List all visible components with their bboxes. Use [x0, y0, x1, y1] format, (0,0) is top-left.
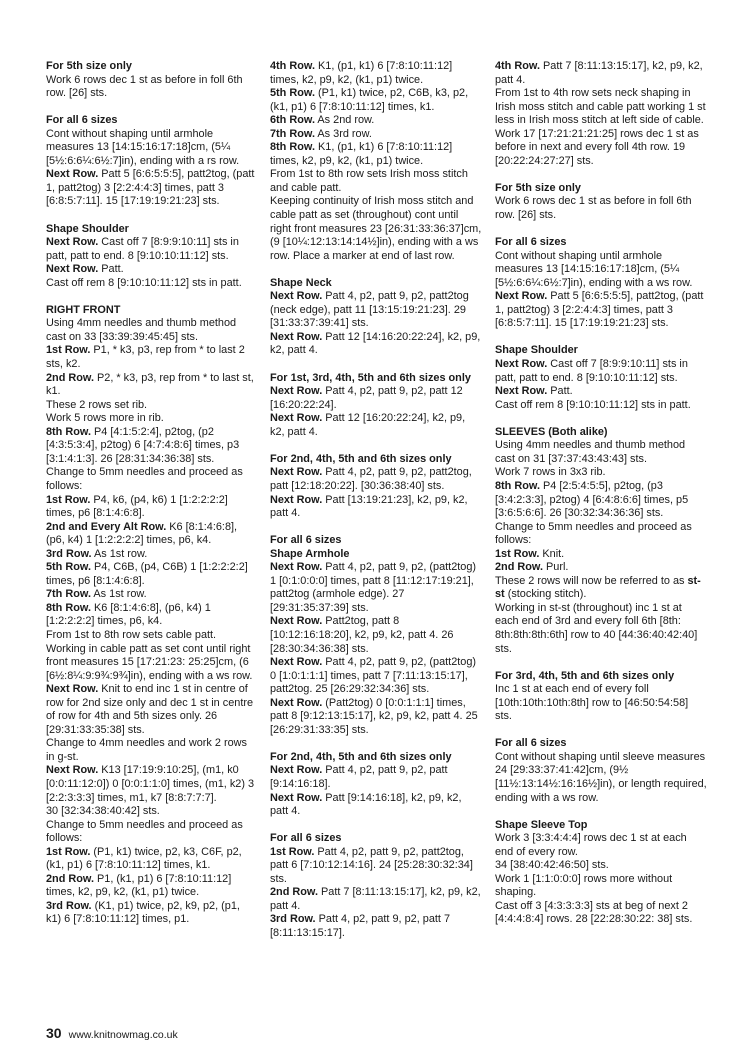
row-text: Cast off 7 [8:9:9:10:11] sts in patt, patt to end. 8 [9:10:10:11:12] sts.	[46, 236, 239, 262]
block	[270, 277, 482, 358]
instruction-line	[46, 846, 258, 873]
row-text: Using 4mm needles and thumb method cast on 33 [33:39:39:45:45] sts.	[46, 317, 237, 343]
instruction-line	[270, 385, 482, 412]
instruction-line	[46, 263, 258, 277]
instruction-line	[46, 602, 258, 629]
block	[270, 751, 482, 819]
row-label: 1st Row.	[270, 845, 315, 858]
row-label: Next Row.	[495, 290, 548, 303]
instruction-line	[495, 466, 707, 480]
page-number: 30	[46, 1025, 62, 1041]
instruction-line	[270, 792, 482, 819]
row-text: Knit to end inc 1 st in centre of row for 2nd size only and dec 1 st in centre of row for 4th and 5th sizes only. 26 [29:31:33:35:38] sts.	[46, 683, 254, 736]
instruction-line	[495, 548, 707, 562]
block	[495, 182, 707, 223]
term: st-st	[495, 574, 701, 601]
instruction-line	[46, 561, 258, 588]
column-1	[46, 60, 258, 941]
instruction-line	[495, 900, 707, 927]
row-label: 4th Row.	[270, 60, 315, 72]
instruction-line	[46, 494, 258, 521]
row-label: Next Row.	[46, 263, 99, 276]
row-text: 30 [32:34:38:40:42] sts.	[46, 805, 160, 818]
section-heading: For all 6 sizes	[495, 737, 567, 750]
row-text: As 1st row.	[90, 588, 147, 601]
instruction-line	[495, 439, 707, 466]
row-text: Change to 4mm needles and work 2 rows in g-st.	[46, 737, 247, 763]
instruction-line	[46, 412, 258, 426]
block	[270, 534, 482, 737]
row-text: P4 [2:5:4:5:5], p2tog, (p3 [3:4:2:3:3], p2tog) 4 [6:4:8:6:6] times, p5 [3:6:5:6:6]. 26 [30:32:34:36:36] sts.	[495, 479, 689, 520]
row-text: P4, C6B, (p4, C6B) 1 [1:2:2:2:2] times, p6 [8:1:4:6:8].	[46, 561, 248, 587]
instruction-line	[46, 873, 258, 900]
instruction-line	[46, 819, 258, 846]
row-label: Next Row.	[270, 615, 323, 628]
row-label: 2nd and Every Alt Row.	[46, 520, 167, 533]
row-text: P1, (k1, p1) 6 [7:8:10:11:12] times, k2, p9, k2, (k1, p1) twice.	[46, 872, 232, 899]
row-label: 2nd Row.	[46, 371, 94, 384]
row-text: Patt2tog, patt 8 [10:12:16:18:20], k2, p9, k2, patt 4. 26 [28:30:34:36:38] sts.	[270, 615, 454, 655]
column-3	[495, 60, 707, 941]
row-label: Next Row.	[46, 168, 99, 181]
row-text: Patt 4, p2, patt 9, p2, patt2tog, patt [12:18:20:22]. [30:36:38:40] sts.	[270, 466, 472, 492]
instruction-line	[495, 358, 707, 385]
row-label: Next Row.	[495, 385, 548, 398]
block	[495, 236, 707, 331]
row-label: 2nd Row.	[270, 886, 318, 899]
instruction-line	[270, 561, 482, 615]
instruction-line	[46, 372, 258, 399]
instruction-line	[270, 656, 482, 697]
block	[495, 737, 707, 805]
row-label: 3rd Row.	[46, 547, 92, 560]
instruction-line	[495, 250, 707, 291]
block	[46, 223, 258, 291]
instruction-line	[46, 426, 258, 467]
row-text: Patt 4, p2, patt 9, p2, patt2tog (neck edge), patt 11 [13:15:19:21:23]. 29 [31:33:37:39:41] sts.	[270, 290, 469, 330]
block	[270, 832, 482, 940]
instruction-line	[495, 602, 707, 656]
row-label: Next Row.	[46, 236, 99, 249]
instruction-line	[495, 128, 707, 169]
row-text: P2, * k3, p3, rep from * to last st, k1.	[46, 371, 254, 398]
row-label: 5th Row.	[46, 561, 91, 574]
row-text: Patt 4, p2, patt 9, p2, patt [9:14:16:18].	[270, 764, 448, 790]
row-label: 2nd Row.	[495, 561, 543, 574]
row-text: Purl.	[543, 561, 569, 574]
section-heading: For all 6 sizes	[495, 236, 567, 249]
row-text: Patt 4, p2, patt 9, p2, patt2tog, patt 6 [7:10:12:14:16]. 24 [25:28:30:32:34] sts.	[270, 845, 473, 885]
row-label: 2nd Row.	[46, 872, 94, 885]
row-text: Patt 7 [8:11:13:15:17], k2, p9, k2, patt 4.	[270, 886, 481, 912]
instruction-line	[270, 168, 482, 195]
instruction-line	[270, 764, 482, 791]
instruction-line	[270, 60, 482, 87]
row-text: Work 1 [1:1:0:0:0] rows more without shaping.	[495, 872, 673, 899]
row-text: Patt [13:19:21:23], k2, p9, k2, patt 4.	[270, 493, 468, 520]
instruction-line	[46, 764, 258, 805]
block	[495, 670, 707, 724]
row-text: (Patt2tog) 0 [0:0:1:1:1] times, patt 8 [9:12:13:15:17], k2, p9, k2, patt 4. 25 [26:29:31:33:35] sts.	[270, 696, 478, 736]
instruction-line	[495, 575, 707, 602]
row-label: Next Row.	[270, 290, 323, 303]
row-text: Patt.	[98, 263, 124, 276]
section-heading: RIGHT FRONT	[46, 303, 121, 316]
row-label: 3rd Row.	[46, 899, 92, 912]
instruction-line	[495, 683, 707, 724]
column-2	[270, 60, 482, 954]
row-text: Work 3 [3:3:4:4:4] rows dec 1 st at each end of every row.	[495, 832, 687, 858]
instruction-line	[270, 886, 482, 913]
row-text: Change to 5mm needles and proceed as follows:	[495, 520, 692, 547]
row-text: (P1, k1) twice, p2, C6B, k3, p2, (k1, p1) 6 [7:8:10:11:12] times, k1.	[270, 87, 469, 113]
instruction-line	[270, 697, 482, 738]
row-text: Cast off 3 [4:3:3:3:3] sts at beg of next 2 [4:4:4:8:4] rows. 28 [22:28:30:22: 38] sts.	[495, 899, 693, 926]
instruction-line	[270, 846, 482, 887]
row-text: (stocking stitch).	[504, 588, 587, 601]
instruction-line	[46, 548, 258, 562]
instruction-line	[270, 615, 482, 656]
row-label: Next Row.	[270, 656, 323, 669]
row-label: Next Row.	[270, 412, 323, 425]
row-text: Patt 4, p2, patt 9, p2, (patt2tog) 0 [1:0:1:1:1] times, patt 7 [7:11:13:15:17], patt2tog. 25 [26:29:32:34:36] sts.	[270, 656, 477, 696]
row-text: Patt 4, p2, patt 9, p2, patt 7 [8:11:13:15:17].	[270, 913, 451, 939]
block	[46, 60, 258, 101]
row-text: (K1, p1) twice, p2, k9, p2, (p1, k1) 6 [7:8:10:11:12] times, p1.	[46, 899, 240, 926]
instruction-line	[270, 87, 482, 114]
row-text: As 2nd row.	[314, 114, 375, 127]
row-text: Patt 12 [16:20:22:24], k2, p9, k2, patt 4.	[270, 412, 466, 438]
instruction-line	[46, 344, 258, 371]
row-label: Next Row.	[270, 330, 323, 343]
instruction-line	[270, 114, 482, 128]
row-label: 7th Row.	[270, 127, 315, 140]
instruction-line	[495, 195, 707, 222]
row-text: K1, (p1, k1) 6 [7:8:10:11:12] times, k2, p9, k2, (k1, p1) twice.	[270, 60, 453, 86]
instruction-line	[495, 385, 707, 399]
instruction-line	[46, 466, 258, 493]
row-label: Next Row.	[270, 791, 323, 804]
section-heading: For all 6 sizes	[270, 832, 342, 845]
row-label: Next Row.	[270, 764, 323, 777]
instruction-line	[46, 277, 258, 291]
row-label: 3rd Row.	[270, 913, 316, 926]
section-heading: For 2nd, 4th, 5th and 6th sizes only	[270, 750, 452, 763]
row-label: 8th Row.	[495, 479, 540, 492]
row-label: 1st Row.	[46, 845, 91, 858]
instruction-line	[46, 236, 258, 263]
block	[270, 372, 482, 440]
section-heading: SLEEVES (Both alike)	[495, 425, 608, 438]
section-heading: Shape Sleeve Top	[495, 818, 588, 831]
row-text: Working in cable patt as set cont until right front measures 15 [17:21:23: 25:25]cm, (6 [6½:8¼:9:9¾:9¾]in), ending with a ws row.	[46, 642, 253, 682]
row-label: 1st Row.	[46, 493, 91, 506]
row-label: 7th Row.	[46, 588, 91, 601]
website-url[interactable]: www.knitnowmag.co.uk	[68, 1029, 178, 1041]
block	[46, 114, 258, 209]
instruction-line	[46, 737, 258, 764]
row-text: Work 17 [17:21:21:21:25] rows dec 1 st as before in next and every foll 4th row. 19 [20:22:24:27:27] sts.	[495, 127, 699, 167]
instruction-line	[46, 629, 258, 643]
row-text: Cont without shaping until sleeve measures 24 [29:33:37:41:42]cm, (9½ [11½:13:14½:16:16½]in), or length required, ending with a ws row.	[495, 750, 707, 804]
instruction-line	[495, 832, 707, 859]
row-text: (P1, k1) twice, p2, k3, C6F, p2, (k1, p1) 6 [7:8:10:11:12] times, k1.	[46, 845, 242, 872]
instruction-line	[46, 805, 258, 819]
row-label: Next Row.	[270, 696, 323, 709]
row-text: Patt 4, p2, patt 9, p2, patt 12 [16:20:22:24].	[270, 385, 463, 411]
section-heading: For 1st, 3rd, 4th, 5th and 6th sizes only	[270, 371, 471, 384]
row-text: Patt 5 [6:6:5:5:5], patt2tog, (patt 1, patt2tog) 3 [2:2:4:4:3] times, patt 3 [6:8:5:7:11]. 15 [17:19:19:21:23] sts.	[46, 168, 255, 208]
row-label: Next Row.	[270, 385, 323, 398]
instruction-line	[495, 480, 707, 521]
row-text: P4, k6, (p4, k6) 1 [1:2:2:2:2] times, p6 [8:1:4:6:8].	[46, 493, 228, 520]
row-label: 1st Row.	[46, 344, 91, 357]
instruction-line	[495, 60, 707, 87]
instruction-line	[46, 643, 258, 684]
row-text: These 2 rows set rib.	[46, 398, 148, 411]
row-text: As 1st row.	[91, 547, 148, 560]
row-label: Next Row.	[495, 358, 548, 371]
block	[270, 60, 482, 263]
page-footer	[46, 1027, 178, 1043]
instruction-line	[46, 317, 258, 344]
row-label: 8th Row.	[46, 425, 91, 438]
row-text: K6 [8:1:4:6:8], (p6, k4) 1 [1:2:2:2:2] times, p6, k4.	[46, 520, 238, 547]
instruction-line	[495, 561, 707, 575]
row-text: Keeping continuity of Irish moss stitch and cable patt as set (throughout) cont until right front measures 23 [26:31:33:36:37]cm, (9 [10¼:12:13:14:14½]in), ending with a ws row. Place a marker at end of last row.	[270, 195, 482, 262]
row-label: 4th Row.	[495, 60, 540, 72]
section-heading: For 5th size only	[46, 60, 132, 72]
row-text: K1, (p1, k1) 6 [7:8:10:11:12] times, k2, p9, k2, (k1, p1) twice.	[270, 141, 453, 167]
instruction-line	[270, 128, 482, 142]
instruction-line	[270, 412, 482, 439]
row-text: K13 [17:19:9:10:25], (m1, k0 [0:0:11:12:0]) 0 [0:0:1:1:0] times, (m1, k2) 3 [2:2:3:3:3] times, m1, k7 [8:8:7:7:7].	[46, 764, 255, 804]
instruction-line	[46, 128, 258, 169]
row-text: From 1st to 8th row sets cable patt.	[46, 628, 217, 641]
row-text: P4 [4:1:5:2:4], p2tog, (p2 [4:3:5:3:4], p2tog) 6 [4:7:4:8:6] times, p3 [3:1:4:1:3]. 26 [28:31:34:36:38] sts.	[46, 425, 240, 465]
row-text: 34 [38:40:42:46:50] sts.	[495, 859, 609, 872]
instruction-line	[495, 399, 707, 413]
row-label: 8th Row.	[46, 601, 91, 614]
row-text: Change to 5mm needles and proceed as follows:	[46, 818, 243, 845]
block	[495, 819, 707, 927]
instruction-line	[270, 195, 482, 263]
row-text: From 1st to 4th row sets neck shaping in Irish moss stitch and cable patt working 1 st less in Irish moss stitch at left side of cable.	[495, 87, 706, 127]
row-text: Work 6 rows dec 1 st as before in foll 6th row. [26] sts.	[46, 73, 243, 100]
row-text: K6 [8:1:4:6:8], (p6, k4) 1 [1:2:2:2:2] times, p6, k4.	[46, 601, 211, 628]
row-text: As 3rd row.	[314, 127, 372, 140]
row-text: P1, * k3, p3, rep from * to last 2 sts, k2.	[46, 344, 245, 371]
row-text: Working in st-st (throughout) inc 1 st at each end of 3rd and every foll 6th [8th: 8th:8th:8th:6th] row to 40 [44:36:40:42:40] sts.	[495, 601, 698, 655]
row-text: Cast off rem 8 [9:10:10:11:12] sts in patt.	[495, 398, 691, 411]
row-text: Patt 5 [6:6:5:5:5], patt2tog, (patt 1, patt2tog) 3 [2:2:4:4:3] times, patt 3 [6:8:5:7:11]. 15 [17:19:19:21:23] sts.	[495, 290, 704, 330]
instruction-line	[46, 588, 258, 602]
instruction-line	[495, 521, 707, 548]
row-label: Next Row.	[46, 764, 99, 777]
row-text: Work 7 rows in 3x3 rib.	[495, 466, 606, 479]
instruction-line	[270, 141, 482, 168]
section-heading: For 3rd, 4th, 5th and 6th sizes only	[495, 669, 675, 682]
instruction-line	[495, 290, 707, 331]
row-text: Using 4mm needles and thumb method cast on 31 [37:37:43:43:43] sts.	[495, 439, 686, 465]
instruction-line	[46, 521, 258, 548]
row-label: 5th Row.	[270, 87, 315, 100]
instruction-line	[270, 290, 482, 331]
row-text: Cont without shaping until armhole measures 13 [14:15:16:17:18]cm, (5¼ [5½:6:6¼:6½:7]in), ending with a rs row.	[46, 127, 240, 167]
block	[495, 344, 707, 412]
row-label: Next Row.	[270, 466, 323, 479]
instruction-line	[270, 913, 482, 940]
section-heading: For all 6 sizes	[46, 114, 118, 127]
row-text: Change to 5mm needles and proceed as follows:	[46, 466, 243, 492]
row-text: Cast off 7 [8:9:9:10:11] sts in patt, patt to end. 8 [9:10:10:11:12] sts.	[495, 358, 688, 384]
instruction-line	[270, 494, 482, 521]
row-text: Patt 7 [8:11:13:15:17], k2, p9, k2, patt 4.	[495, 60, 703, 86]
row-text: Cont without shaping until armhole measures 13 [14:15:16:17:18]cm, (5¼ [5½:6:6¼:6½:7]in), ending with a ws row.	[495, 249, 693, 289]
row-label: Next Row.	[270, 561, 323, 574]
instruction-line	[46, 168, 258, 209]
instruction-line	[270, 466, 482, 493]
section-subheading: Shape Armhole	[270, 547, 350, 560]
row-text: Patt 12 [14:16:20:22:24], k2, p9, k2, patt 4.	[270, 330, 481, 357]
row-label: 1st Row.	[495, 547, 540, 560]
row-label: 8th Row.	[270, 141, 315, 154]
instruction-line	[495, 751, 707, 805]
row-label: 6th Row.	[270, 114, 315, 127]
section-heading: For 5th size only	[495, 181, 581, 194]
section-heading: For all 6 sizes	[270, 534, 342, 547]
instruction-line	[46, 74, 258, 101]
instruction-line	[46, 399, 258, 413]
row-label: Next Row.	[270, 493, 323, 506]
block	[46, 304, 258, 927]
instruction-line	[270, 331, 482, 358]
row-label: Next Row.	[46, 683, 99, 696]
instruction-line	[46, 900, 258, 927]
row-text: Work 6 rows dec 1 st as before in foll 6th row. [26] sts.	[495, 195, 692, 222]
block	[495, 60, 707, 168]
row-text: Work 5 rows more in rib.	[46, 412, 164, 425]
row-text: Patt.	[547, 385, 573, 398]
row-text: Patt [9:14:16:18], k2, p9, k2, patt 4.	[270, 791, 462, 818]
row-text: Inc 1 st at each end of every foll [10th:10th:10th:8th] row to [46:50:54:58] sts.	[495, 683, 689, 723]
section-heading: For 2nd, 4th, 5th and 6th sizes only	[270, 452, 452, 465]
instruction-line	[495, 87, 707, 128]
instruction-line	[495, 859, 707, 873]
row-text: These 2 rows will now be referred to as	[495, 574, 688, 587]
row-text: Patt 4, p2, patt 9, p2, (patt2tog) 1 [0:1:0:0:0] times, patt 8 [11:12:17:19:21], patt2tog (armhole edge). 27 [29:31:35:37:39] sts.	[270, 561, 477, 614]
row-text: Knit.	[539, 547, 565, 560]
row-text: From 1st to 8th row sets Irish moss stitch and cable patt.	[270, 168, 468, 194]
section-heading: Shape Neck	[270, 276, 332, 289]
block	[495, 426, 707, 656]
section-heading: Shape Shoulder	[495, 344, 578, 357]
instruction-line	[46, 683, 258, 737]
block	[270, 453, 482, 521]
instruction-line	[495, 873, 707, 900]
section-heading: Shape Shoulder	[46, 222, 129, 235]
row-text: Cast off rem 8 [9:10:10:11:12] sts in patt.	[46, 276, 242, 289]
